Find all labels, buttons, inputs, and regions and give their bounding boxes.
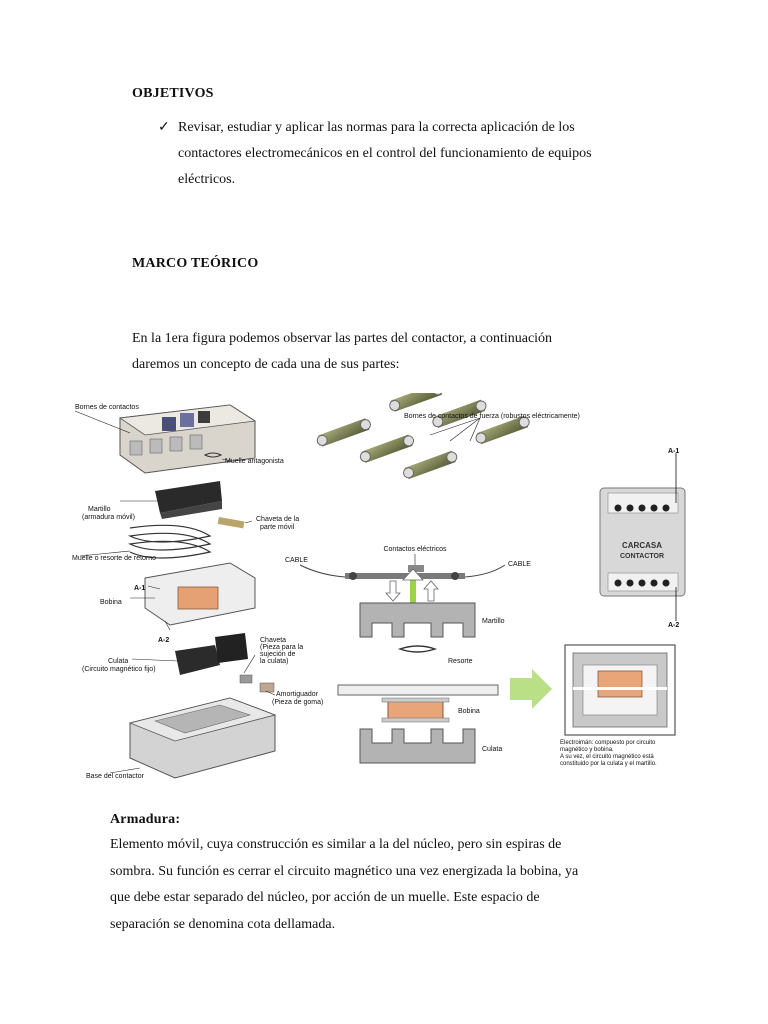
label-a2-left: A-2 [158, 637, 170, 644]
marco-teorico-heading: MARCO TEÓRICO [132, 256, 259, 271]
label-amortiguador: Amortiguador [276, 691, 319, 698]
marco-intro-line: daremos un concepto de cada una de sus partes: [132, 357, 400, 372]
checkmark-icon: ✓ [158, 120, 170, 135]
electroiman-line: magnético y bobina. [560, 747, 614, 753]
label-a2-right: A-2 [668, 622, 680, 629]
label-chaveta-sub1: (Pieza para la [260, 644, 304, 651]
objetivos-heading: OBJETIVOS [132, 86, 214, 101]
label-bobina-center: Bobina [458, 708, 480, 715]
label-culata-center: Culata [482, 746, 503, 753]
armadura-heading: Armadura: [110, 812, 181, 827]
label-amortiguador-sub: (Pieza de goma) [272, 699, 324, 706]
contactor-parts-figure [70, 393, 700, 793]
armadura-line: Elemento móvil, cuya construcción es similar a la del núcleo, pero sin espiras de [110, 837, 562, 852]
label-base: Base del contactor [86, 773, 144, 780]
label-muelle-retorno: Muelle o resorte de retorno [72, 555, 157, 562]
label-a1-right: A-1 [668, 448, 680, 455]
electroiman-line: Electroimán: compuesto por circuito [560, 740, 656, 746]
label-cable-right: CABLE [508, 561, 531, 568]
label-cable-left: CABLE [285, 557, 308, 564]
electroiman-line: A su vez, el circuito magnético está [560, 754, 654, 760]
electroiman-diagram [560, 645, 675, 767]
label-martillo-center: Martillo [482, 618, 505, 625]
label-bornes-contactos: Bornes de contactos [75, 404, 139, 411]
label-chaveta: Chaveta [260, 637, 287, 644]
electroiman-line: constituido por la culata y el martillo. [560, 761, 657, 767]
label-chaveta-movil-sub: parte móvil [260, 524, 295, 531]
armadura-line: que debe estar separado del núcleo, por acción de un muelle. Este espacio de [110, 890, 540, 905]
armadura-line: sombra. Su función es cerrar el circuito magnético una vez energizada la bobina, ya [110, 863, 579, 879]
label-martillo: Martillo [88, 506, 111, 513]
label-chaveta-sub3: la culata) [260, 658, 289, 665]
label-muelle-antagonista: Muelle antagonista [225, 458, 284, 465]
green-arrow-icon [510, 669, 552, 709]
armadura-line: separación se denomina cota dellamada. [110, 916, 336, 932]
label-a1-left: A-1 [134, 585, 146, 592]
label-carcasa: CARCASA [622, 541, 662, 550]
objetivos-line: Revisar, estudiar y aplicar las normas para la correcta aplicación de los [178, 120, 575, 135]
armadura-paragraph [110, 832, 636, 938]
label-culata-sub: (Circuito magnético fijo) [82, 666, 156, 673]
label-chaveta-sub2: sujeción de [260, 651, 296, 658]
label-martillo-sub: (armadura móvil) [82, 514, 135, 521]
contactor-schematic [285, 546, 531, 763]
force-terminals [313, 393, 580, 504]
label-bornes-fuerza: Bornes de contactos de fuerza (robustos eléctricamente) [404, 413, 580, 420]
label-contactor: CONTACTOR [619, 553, 665, 560]
objetivos-line: eléctricos. [178, 172, 236, 187]
label-resorte: Resorte [448, 658, 473, 665]
label-bobina-left: Bobina [100, 599, 122, 606]
objetivos-line: contactores electromecánicos en el control del funcionamiento de equipos [178, 146, 592, 161]
label-contactos-electricos: Contactos eléctricos [383, 546, 447, 553]
marco-intro-paragraph [132, 326, 632, 378]
contactor-housing [600, 448, 685, 629]
marco-intro-line: En la 1era figura podemos observar las partes del contactor, a continuación [132, 331, 553, 346]
objetivos-bullet [178, 115, 648, 193]
label-chaveta-movil: Chaveta de la [256, 516, 300, 523]
label-culata: Culata [108, 658, 129, 665]
